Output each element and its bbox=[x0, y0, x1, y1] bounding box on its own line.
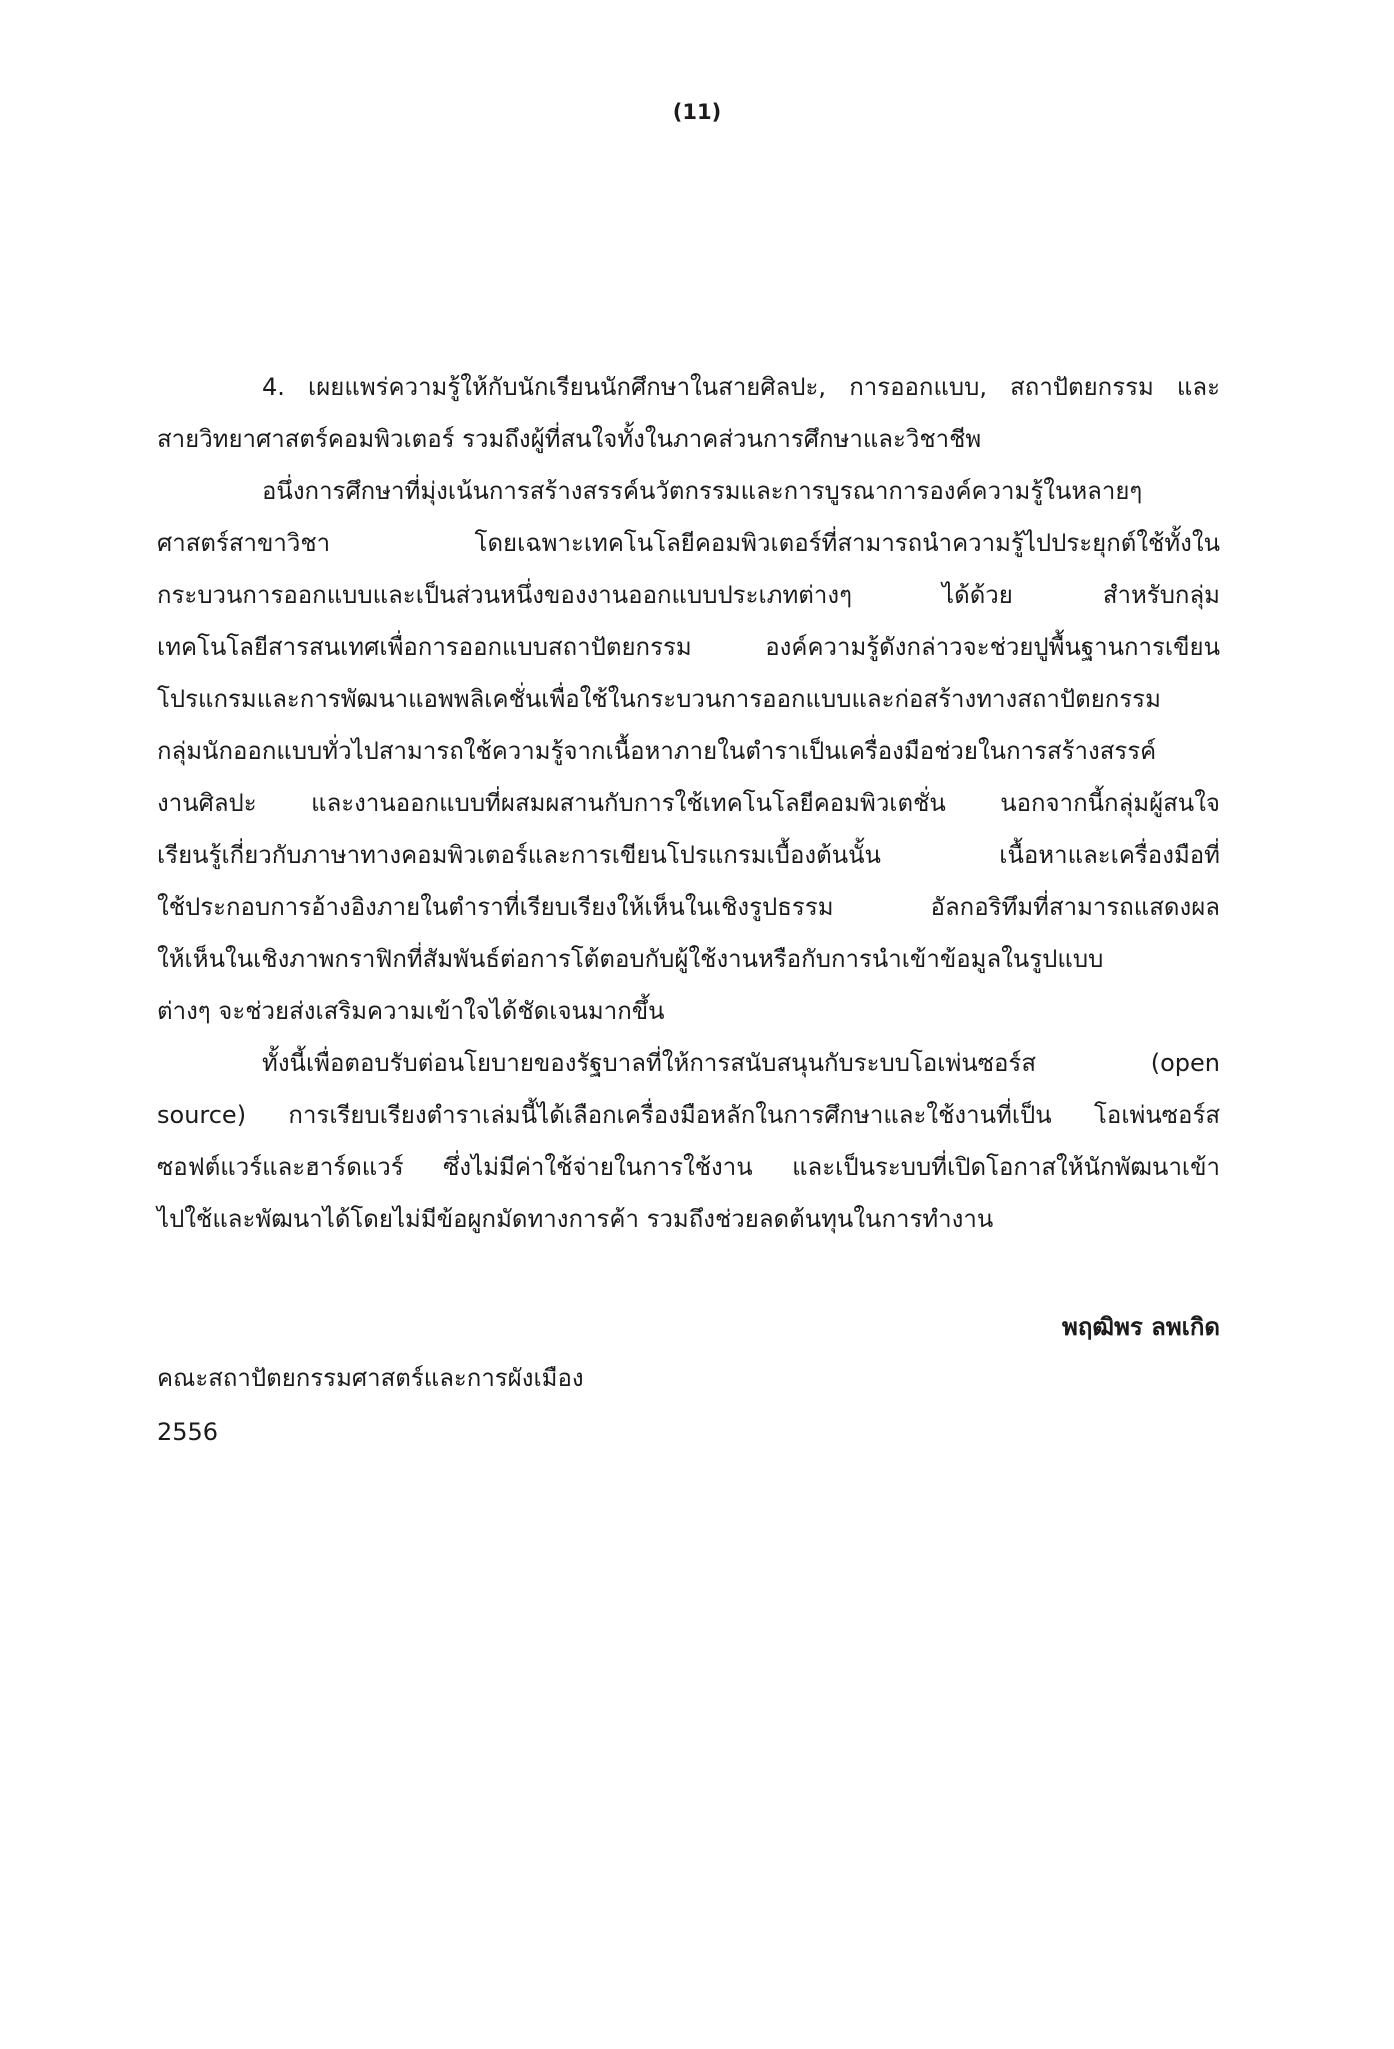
paragraph-line: ให้เห็นในเชิงภาพกราฟิกที่สัมพันธ์ต่อการโต้ตอบกับผู้ใช้งานหรือกับการนำเข้าข้อมูลในรูปแบบ bbox=[157, 945, 1104, 973]
year: 2556 bbox=[157, 1418, 219, 1446]
paragraph-line: เทคโนโลยีสารสนเทศเพื่อการออกแบบสถาปัตยกรรม องค์ความรู้ดังกล่าวจะช่วยปูพื้นฐานการเขียน bbox=[157, 633, 1220, 661]
faculty-name: คณะสถาปัตยกรรมศาสตร์และการผังเมือง bbox=[157, 1364, 584, 1392]
paragraph bbox=[157, 361, 1220, 465]
paragraph-line: ไปใช้และพัฒนาได้โดยไม่มีข้อผูกมัดทางการค้า รวมถึงช่วยลดต้นทุนในการทำงาน bbox=[157, 1205, 994, 1233]
paragraph-line: อนึ่งการศึกษาที่มุ่งเน้นการสร้างสรรค์นวัตกรรมและการบูรณาการองค์ความรู้ในหลายๆ bbox=[262, 477, 1143, 505]
paragraph-line: เรียนรู้เกี่ยวกับภาษาทางคอมพิวเตอร์และการเขียนโปรแกรมเบื้องต้นนั้น เนื้อหาและเครื่องมือที่ bbox=[157, 841, 1220, 869]
paragraph-line: กลุ่มนักออกแบบทั่วไปสามารถใช้ความรู้จากเนื้อหาภายในตำราเป็นเครื่องมือช่วยในการสร้างสรรค์ bbox=[157, 737, 1157, 765]
paragraph-line: สายวิทยาศาสตร์คอมพิวเตอร์ รวมถึงผู้ที่สนใจทั้งในภาคส่วนการศึกษาและวิชาชีพ bbox=[157, 425, 982, 453]
paragraph-line: ศาสตร์สาขาวิชา โดยเฉพาะเทคโนโลยีคอมพิวเตอร์ที่สามารถนำความรู้ไปประยุกต์ใช้ทั้งใน bbox=[157, 529, 1220, 557]
paragraph-line: งานศิลปะ และงานออกแบบที่ผสมผสานกับการใช้เทคโนโลยีคอมพิวเตชั่น นอกจากนี้กลุ่มผู้สนใจ bbox=[157, 789, 1220, 817]
paragraph-line: กระบวนการออกแบบและเป็นส่วนหนึ่งของงานออกแบบประเภทต่างๆ ได้ด้วย สำหรับกลุ่ม bbox=[157, 581, 1220, 609]
paragraph-line: source) การเรียบเรียงตำราเล่มนี้ได้เลือกเครื่องมือหลักในการศึกษาและใช้งานที่เป็น โอเพ่นซอร์ส bbox=[157, 1101, 1220, 1129]
paragraph-line: ทั้งนี้เพื่อตอบรับต่อนโยบายของรัฐบาลที่ให้การสนับสนุนกับระบบโอเพ่นซอร์ส (open bbox=[262, 1049, 1220, 1077]
paragraph-line: ใช้ประกอบการอ้างอิงภายในตำราที่เรียบเรียงให้เห็นในเชิงรูปธรรม อัลกอริทึมที่สามารถแสดงผล bbox=[157, 893, 1220, 921]
paragraph-line: โปรแกรมและการพัฒนาแอพพลิเคชั่นเพื่อใช้ในกระบวนการออกแบบและก่อสร้างทางสถาปัตยกรรม bbox=[157, 685, 1161, 713]
page-number: (11) bbox=[672, 100, 722, 124]
paragraph bbox=[157, 465, 1220, 1037]
document-body bbox=[157, 361, 1220, 1245]
paragraph-line: ซอฟต์แวร์และฮาร์ดแวร์ ซึ่งไม่มีค่าใช้จ่ายในการใช้งาน และเป็นระบบที่เปิดโอกาสให้นักพัฒนาเข้า bbox=[157, 1153, 1220, 1181]
paragraph-line: ต่างๆ จะช่วยส่งเสริมความเข้าใจได้ชัดเจนมากขึ้น bbox=[157, 997, 665, 1025]
paragraph-line: 4. เผยแพร่ความรู้ให้กับนักเรียนนักศึกษาในสายศิลปะ, การออกแบบ, สถาปัตยกรรม และ bbox=[262, 373, 1220, 401]
paragraph bbox=[157, 1037, 1220, 1245]
author-name: พฤฒิพร ลพเกิด bbox=[1062, 1313, 1220, 1341]
